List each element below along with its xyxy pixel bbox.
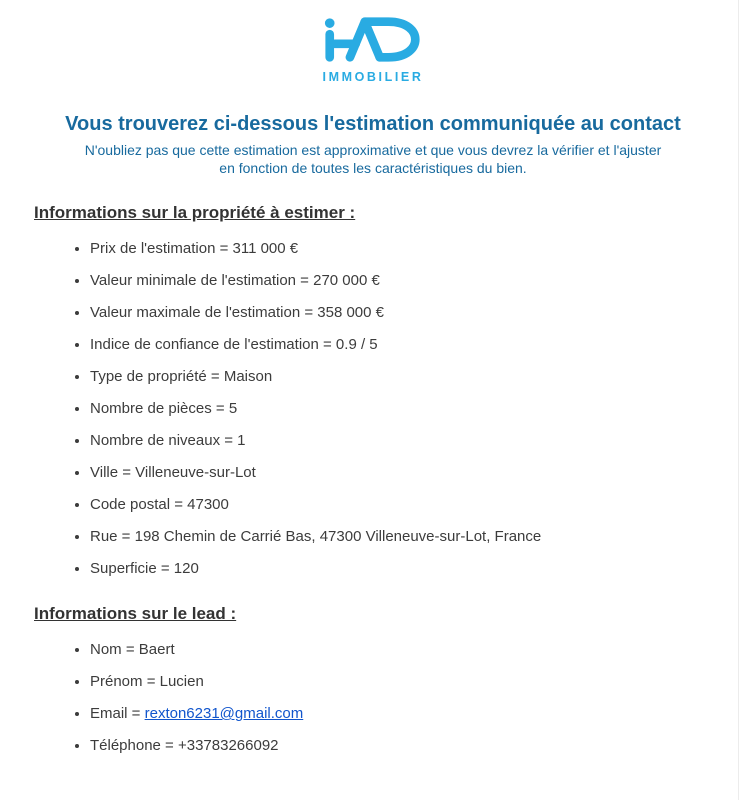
property-item-postal-code: • Code postal = 47300 <box>90 496 746 514</box>
page-title: Vous trouverez ci-dessous l'estimation communiquée au contact <box>65 113 681 135</box>
property-item-price: • Prix de l'estimation = 311 000 € <box>90 240 746 258</box>
intro-note <box>0 141 746 177</box>
iad-logo-icon <box>321 14 425 69</box>
intro-note-line2: en fonction de toutes les caractéristiques du bien. <box>219 160 527 176</box>
property-info-list <box>0 240 746 578</box>
pane-right-edge <box>738 0 746 800</box>
email-link[interactable]: rexton6231@gmail.com <box>144 705 304 722</box>
property-section-heading: Informations sur la propriété à estimer : <box>34 203 356 222</box>
lead-item-email-label: Email = <box>90 705 145 722</box>
lead-item-firstname: • Prénom = Lucien <box>90 673 746 691</box>
property-item-rooms: • Nombre de pièces = 5 <box>90 400 746 418</box>
intro-note-line1: N'oubliez pas que cette estimation est approximative et que vous devrez la vérifier et l'ajuster <box>84 142 662 158</box>
property-item-city: • Ville = Villeneuve-sur-Lot <box>90 464 746 482</box>
property-item-type: • Type de propriété = Maison <box>90 368 746 386</box>
lead-section-heading: Informations sur le lead : <box>34 604 237 623</box>
logo <box>0 14 746 84</box>
lead-item-email <box>90 705 746 723</box>
property-section <box>0 203 746 578</box>
property-item-min-value: • Valeur minimale de l'estimation = 270 000 € <box>90 272 746 290</box>
property-item-levels: • Nombre de niveaux = 1 <box>90 432 746 450</box>
lead-item-lastname: • Nom = Baert <box>90 641 746 659</box>
property-item-max-value: • Valeur maximale de l'estimation = 358 000 € <box>90 304 746 322</box>
property-item-street: • Rue = 198 Chemin de Carrié Bas, 47300 Villeneuve-sur-Lot, France <box>90 528 746 546</box>
property-item-confidence: • Indice de confiance de l'estimation = 0.9 / 5 <box>90 336 746 354</box>
property-item-area: • Superficie = 120 <box>90 560 746 578</box>
lead-section <box>0 604 746 755</box>
lead-info-list <box>0 641 746 755</box>
logo-subtitle: IMMOBILIER <box>322 70 424 84</box>
lead-item-phone: • Téléphone = +33783266092 <box>90 737 746 755</box>
